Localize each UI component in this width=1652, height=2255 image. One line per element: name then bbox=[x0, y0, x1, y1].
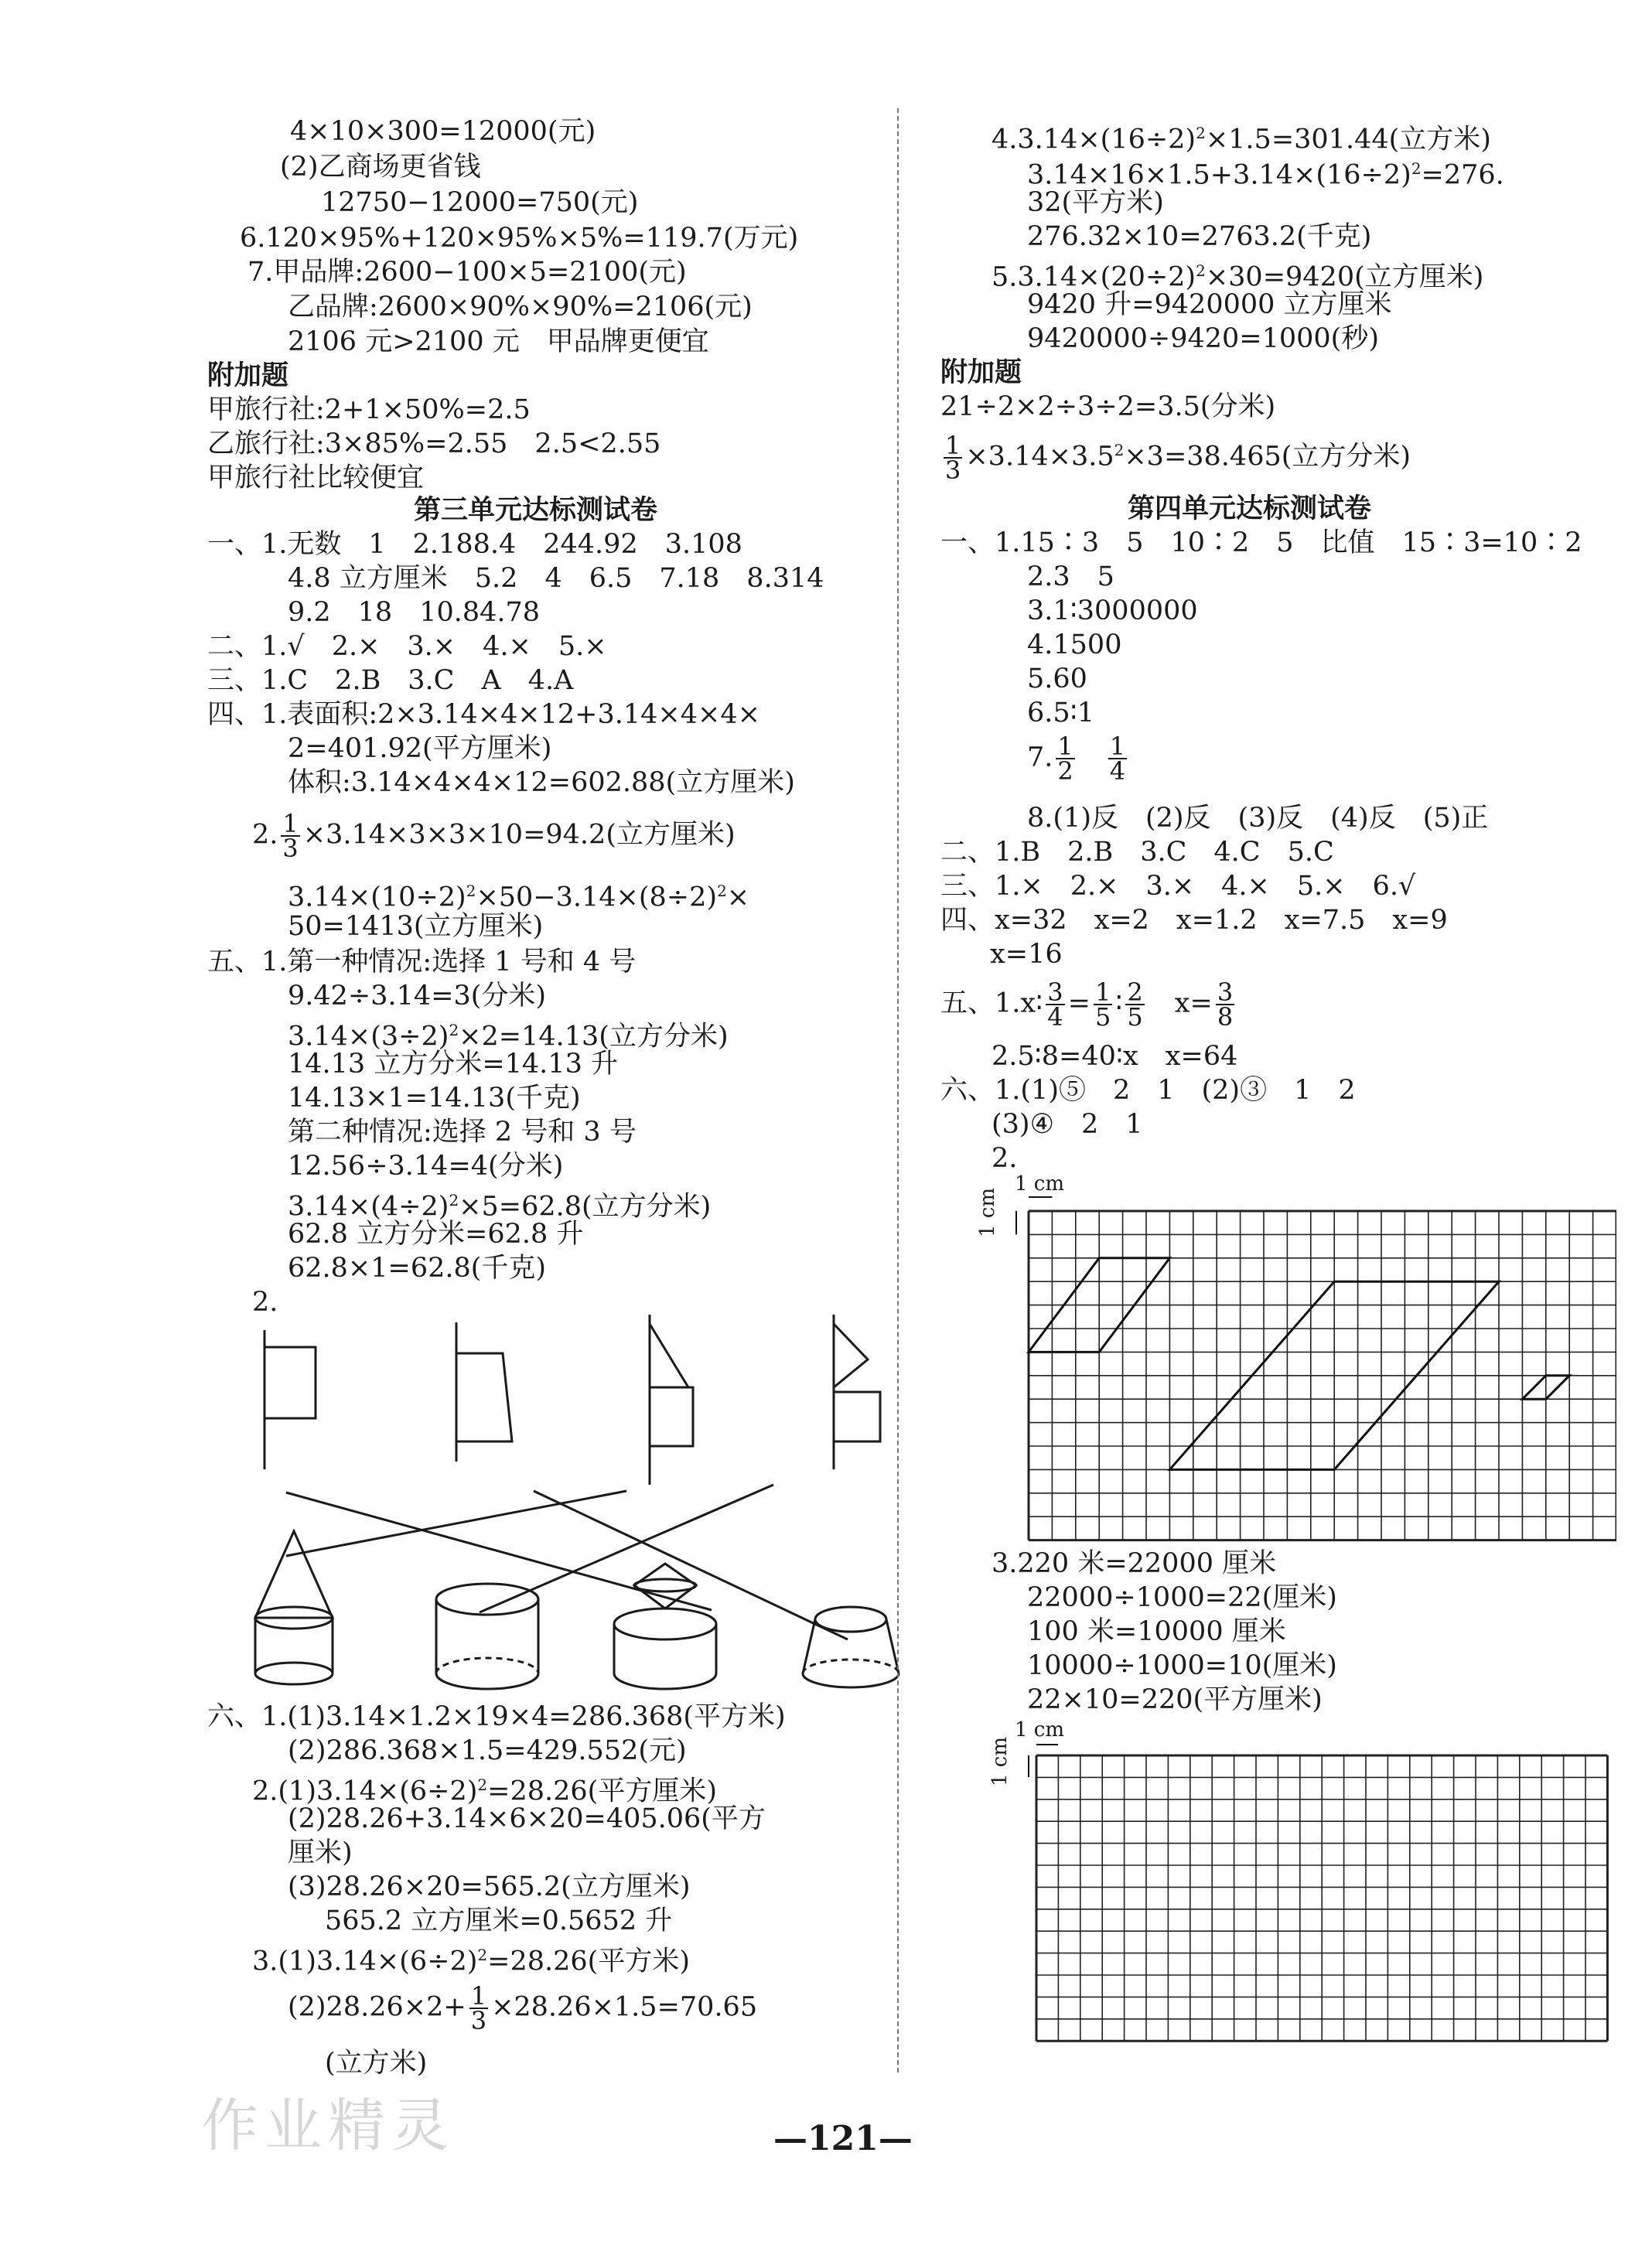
grid-unit-label: 1 cm bbox=[1015, 1718, 1065, 1742]
fraction: $\frac{1}{5}$ bbox=[1094, 977, 1111, 1032]
answer-line: 2.5∶8=40∶x x=64 bbox=[992, 1041, 1238, 1072]
answer-line: 六、1.(1)⑤ 2 1 (2)③ 1 2 bbox=[940, 1075, 1356, 1106]
answer-line: $4.3.14\times(16\div 2)^2\times 1.5=301.44$(立方米) bbox=[992, 124, 1491, 155]
answer-line: $2.(1)3.14\times(6\div 2)^2=28.26$(平方厘米) bbox=[252, 1776, 717, 1807]
answer-line: $3.14\times(3\div 2)^2\times 2=14.13$(立方分米) bbox=[288, 1021, 729, 1052]
answer-line: 9.42÷3.14=3(分米) bbox=[288, 981, 547, 1012]
answer-line: 五、1.x∶ $\frac{3}{4}$ = $\frac{1}{5}$ ∶ $\frac{2}{5}$ x= $\frac{3}{8}$ bbox=[940, 977, 1234, 1032]
answer-line: $3.14\times(10\div 2)^2\times 50-3.14\times(8\div 2)^2\times$ bbox=[288, 882, 750, 913]
answer-line: 3.220 米=22000 厘米 bbox=[992, 1548, 1277, 1579]
answer-line: 50=1413(立方厘米) bbox=[288, 911, 544, 942]
answer-line: $3.14\times(4\div 2)^2\times 5=62.8$(立方分米) bbox=[288, 1191, 712, 1223]
answer-line: 10000÷1000=10(厘米) bbox=[1027, 1650, 1337, 1681]
column-divider bbox=[897, 108, 899, 2072]
answer-line: 2. bbox=[992, 1143, 1018, 1174]
answer-line: $5.3.14\times(20\div 2)^2\times 30=9420$(立方厘米) bbox=[992, 261, 1484, 293]
section-heading: 附加题 bbox=[207, 360, 289, 391]
answer-line: (2)乙商场更省钱 bbox=[280, 152, 481, 183]
answer-line: (3)28.26×20=565.2(立方厘米) bbox=[288, 1871, 691, 1902]
answer-line: 6.5∶1 bbox=[1027, 698, 1095, 728]
answer-line: 21÷2×2÷3÷2=3.5(分米) bbox=[940, 391, 1276, 422]
answer-line: 甲旅行社:2+1×50%=2.5 bbox=[207, 394, 531, 425]
answer-line: (2)286.368×1.5=429.552(元) bbox=[288, 1735, 687, 1766]
answer-line: 14.13×1=14.13(千克) bbox=[288, 1083, 581, 1114]
answer-line: 甲旅行社比较便宜 bbox=[207, 462, 425, 493]
answer-line: 100 米=10000 厘米 bbox=[1027, 1616, 1286, 1647]
answer-line: (2)28.26+3.14×6×20=405.06(平方 bbox=[288, 1803, 766, 1834]
grid-unit-label: 1 cm bbox=[1015, 1172, 1065, 1196]
fraction: $\frac{1}{4}$ bbox=[1109, 732, 1126, 786]
answer-line: 32(平方米) bbox=[1027, 187, 1164, 218]
answer-line: 12.56÷3.14=4(分米) bbox=[288, 1151, 564, 1182]
answer-line: 厘米) bbox=[288, 1837, 353, 1868]
answer-line: 3.1∶3000000 bbox=[1027, 595, 1198, 626]
answer-line: x=16 bbox=[990, 939, 1063, 970]
answer-line: 第二种情况:选择 2 号和 3 号 bbox=[288, 1117, 637, 1148]
answer-line: 2.3 5 bbox=[1027, 561, 1114, 592]
answer-line: 12750−12000=750(元) bbox=[321, 187, 639, 218]
unit-title: 第四单元达标测试卷 bbox=[1128, 493, 1372, 524]
answer-line: 22000÷1000=22(厘米) bbox=[1027, 1582, 1337, 1613]
answer-line: $\frac{1}{3}$ $\times 3.14\times 3.5^2\times 3=38.465$(立方分米) bbox=[945, 431, 1411, 486]
answer-line: 体积:3.14×4×4×12=602.88(立方厘米) bbox=[288, 767, 795, 798]
answer-line: 6.120×95%+120×95%×5%=119.7(万元) bbox=[240, 223, 799, 254]
answer-line: 7.甲品牌:2600−100×5=2100(元) bbox=[247, 257, 687, 288]
answer-line: 9.2 18 10.84.78 bbox=[288, 597, 541, 628]
fraction: $\frac{3}{4}$ bbox=[1047, 977, 1063, 1032]
answer-line: 一、1.无数 1 2.188.4 244.92 3.108 bbox=[207, 529, 742, 560]
answer-line: 乙旅行社:3×85%=2.55 2.5<2.55 bbox=[207, 428, 661, 459]
answer-line: 4.8 立方厘米 5.2 4 6.5 7.18 8.314 bbox=[288, 563, 824, 594]
answer-line: 14.13 立方分米=14.13 升 bbox=[288, 1049, 618, 1080]
answer-line: 五、1.第一种情况:选择 1 号和 4 号 bbox=[207, 947, 637, 977]
page-number: —121— bbox=[773, 2119, 913, 2158]
answer-line: 4.1500 bbox=[1027, 629, 1122, 660]
blank-grid bbox=[1026, 1740, 1629, 2096]
answer-line: 565.2 立方厘米=0.5652 升 bbox=[325, 1905, 673, 1936]
answer-line: 2=401.92(平方厘米) bbox=[288, 733, 552, 764]
fraction: $\frac{3}{8}$ bbox=[1217, 977, 1234, 1032]
answer-line: 一、1.15∶3 5 10∶2 5 比值 15∶3=10∶2 bbox=[940, 527, 1582, 558]
answer-line: 276.32×10=2763.2(千克) bbox=[1027, 221, 1372, 252]
answer-line: (3)④ 2 1 bbox=[992, 1109, 1143, 1140]
answer-line: (立方米) bbox=[325, 2048, 428, 2079]
answer-line: 2. bbox=[252, 1287, 278, 1318]
answer-line: 四、1.表面积:2×3.14×4×12+3.14×4×4× bbox=[207, 699, 760, 730]
answer-line: 22×10=220(平方厘米) bbox=[1027, 1684, 1323, 1715]
parallelogram-grid bbox=[1013, 1191, 1616, 1554]
answer-line: 2. $\frac{1}{3}$ ×3.14×3×3×10=94.2(立方厘米) bbox=[252, 809, 736, 863]
answer-line: 六、1.(1)3.14×1.2×19×4=286.368(平方米) bbox=[207, 1701, 786, 1732]
answer-line: 乙品牌:2600×90%×90%=2106(元) bbox=[288, 292, 753, 322]
answer-line: 2106 元>2100 元 甲品牌更便宜 bbox=[288, 326, 709, 357]
answer-line: 三、1.× 2.× 3.× 4.× 5.× 6.√ bbox=[940, 871, 1416, 902]
answer-line: 5.60 bbox=[1027, 664, 1087, 694]
grid-unit-label: 1 cm bbox=[976, 1187, 999, 1237]
fraction: $\frac{1}{3}$ bbox=[282, 809, 299, 863]
answer-line: 7. $\frac{1}{2}$ $\frac{1}{4}$ bbox=[1027, 732, 1126, 786]
solid-matching-diagram bbox=[232, 1315, 913, 1717]
fraction: $\frac{2}{5}$ bbox=[1127, 977, 1143, 1032]
watermark: 作业精灵 bbox=[201, 2093, 455, 2159]
answer-line: $3.(1)3.14\times(6\div 2)^2=28.26$(平方米) bbox=[252, 1946, 690, 1977]
unit-title: 第三单元达标测试卷 bbox=[414, 495, 658, 526]
answer-line: $3.14\times 16\times 1.5+3.14\times(16\div 2)^2=276$. bbox=[1027, 159, 1504, 191]
answer-line: 9420 升=9420000 立方厘米 bbox=[1027, 289, 1392, 320]
section-heading: 附加题 bbox=[940, 357, 1022, 388]
answer-line: 62.8×1=62.8(千克) bbox=[288, 1253, 547, 1284]
fraction: $\frac{1}{3}$ bbox=[470, 1981, 487, 2035]
answer-line: 8.(1)反 (2)反 (3)反 (4)反 (5)正 bbox=[1027, 803, 1489, 834]
answer-line: 三、1.C 2.B 3.C A 4.A bbox=[207, 665, 574, 696]
answer-line: 二、1.√ 2.× 3.× 4.× 5.× bbox=[207, 631, 607, 662]
answer-line: 9420000÷9420=1000(秒) bbox=[1027, 323, 1379, 354]
answer-line: 四、x=32 x=2 x=1.2 x=7.5 x=9 bbox=[940, 905, 1448, 936]
fraction: $\frac{1}{2}$ bbox=[1057, 732, 1073, 786]
answer-line: 二、1.B 2.B 3.C 4.C 5.C bbox=[940, 837, 1334, 868]
grid-unit-label: 1 cm bbox=[988, 1736, 1012, 1786]
answer-line: (2)28.26×2+ $\frac{1}{3}$ ×28.26×1.5=70.65 bbox=[288, 1981, 758, 2035]
answer-line: 4×10×300=12000(元) bbox=[290, 116, 596, 147]
fraction: $\frac{1}{3}$ bbox=[945, 431, 961, 486]
answer-line: 62.8 立方分米=62.8 升 bbox=[288, 1219, 584, 1250]
